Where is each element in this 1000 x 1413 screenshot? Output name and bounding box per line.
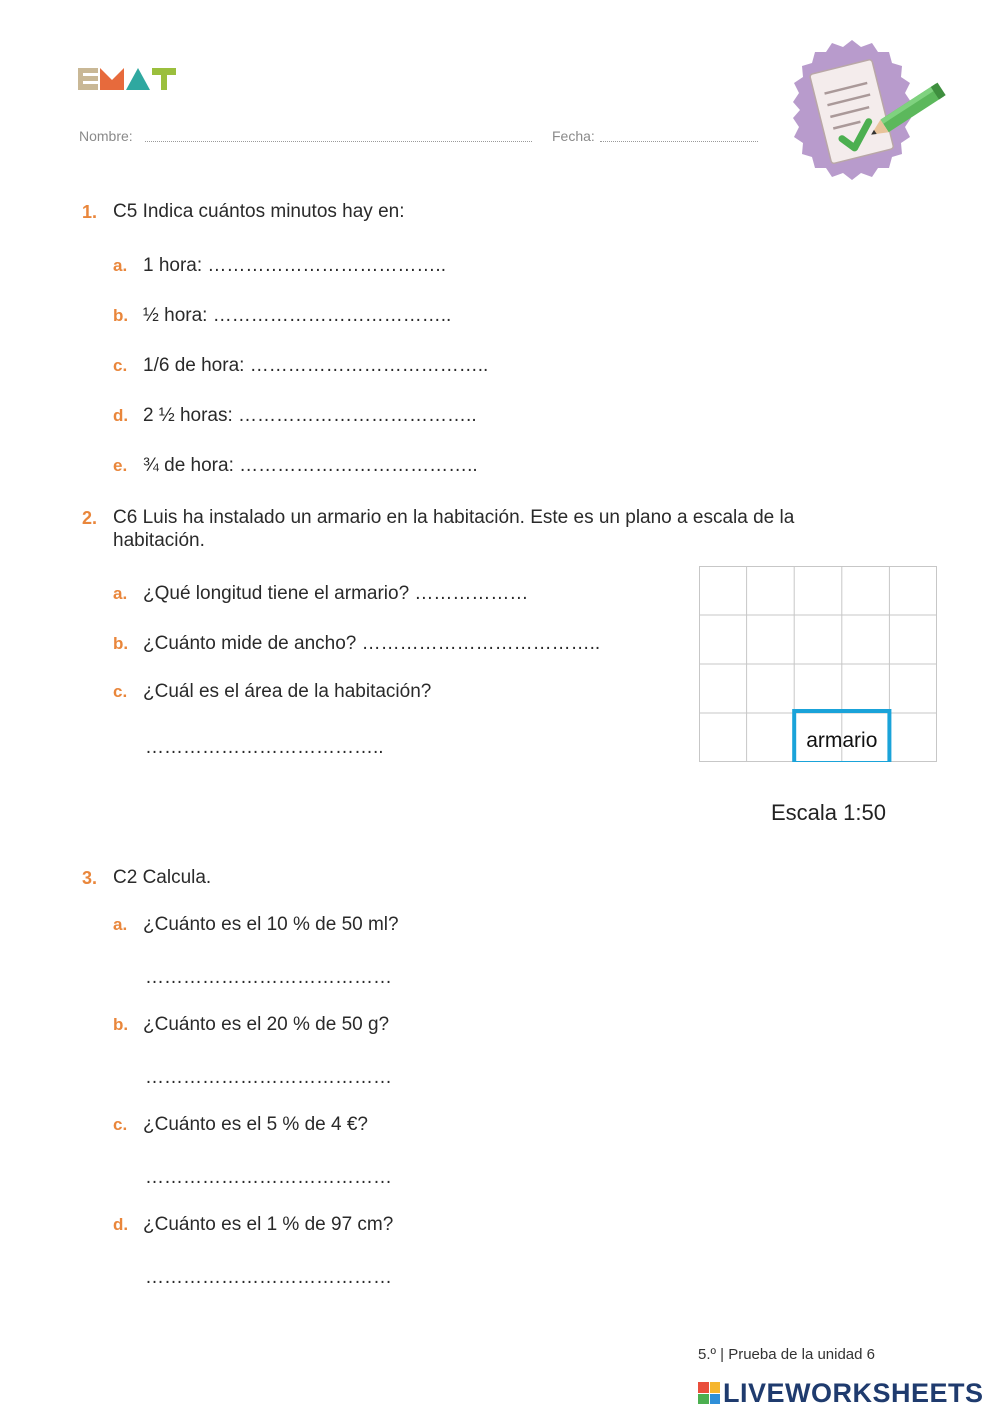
fecha-field[interactable] (600, 141, 758, 142)
q3-item-b-letter: b. (113, 1015, 129, 1034)
q2-item-b-letter: b. (113, 634, 129, 653)
q3-item-a-text: ¿Cuánto es el 10 % de 50 ml? (143, 914, 399, 935)
room-plan-grid (699, 566, 937, 762)
nombre-label: Nombre: (79, 128, 133, 144)
question-2-number: 2. (82, 508, 98, 528)
q1-item-a-letter: a. (113, 256, 128, 275)
q1-item-d-text: 2 ½ horas: ……………………………….. (143, 405, 477, 426)
question-1-number: 1. (82, 202, 98, 222)
q3-item-b-text: ¿Cuánto es el 20 % de 50 g? (143, 1014, 390, 1035)
q1-item-c-text: 1/6 de hora: ……………………………….. (143, 355, 489, 376)
q3-item-d-letter: d. (113, 1215, 129, 1234)
question-2-text-line1: C6 Luis ha instalado un armario en la habitación. Este es un plano a escala de la (113, 507, 795, 528)
q2-item-c-letter: c. (113, 682, 128, 701)
q1-item-e-text: ¾ de hora: ……………………………….. (143, 455, 478, 476)
q2-item-a-text: ¿Qué longitud tiene el armario? ……………… (143, 583, 529, 604)
q3-item-c-letter: c. (113, 1115, 128, 1134)
q3-item-d-answer-line[interactable]: ………………………………… (145, 1267, 392, 1288)
q2-item-c-text: ¿Cuál es el área de la habitación? (143, 681, 432, 702)
q2-item-b-text: ¿Cuánto mide de ancho? ……………………………….. (143, 633, 601, 654)
q3-item-a-answer-line[interactable]: ………………………………… (145, 967, 392, 988)
nombre-field[interactable] (145, 141, 532, 142)
question-3-number: 3. (82, 868, 98, 888)
q1-item-d-letter: d. (113, 406, 129, 425)
q3-item-b-answer-line[interactable]: ………………………………… (145, 1067, 392, 1088)
liveworksheets-brand: LIVEWORKSHEETS (723, 1377, 984, 1408)
question-2-text-line2: habitación. (113, 530, 205, 551)
q2-item-a-letter: a. (113, 584, 128, 603)
q2-item-c-answer-line[interactable]: ……………………………….. (145, 737, 384, 758)
q3-item-c-answer-line[interactable]: ………………………………… (145, 1167, 392, 1188)
question-1-text: C5 Indica cuántos minutos hay en: (113, 201, 405, 222)
q3-item-d-text: ¿Cuánto es el 1 % de 97 cm? (143, 1214, 394, 1235)
fecha-label: Fecha: (552, 128, 595, 144)
footer-unit-label: 5.º | Prueba de la unidad 6 (698, 1346, 876, 1363)
plan-scale-label: Escala 1:50 (771, 800, 886, 825)
liveworksheets-mark-icon (698, 1382, 720, 1404)
q1-item-e-letter: e. (113, 456, 128, 475)
q3-item-a-letter: a. (113, 915, 128, 934)
armario-label: armario (806, 729, 878, 752)
q1-item-c-letter: c. (113, 356, 128, 375)
q3-item-c-text: ¿Cuánto es el 5 % de 4 €? (143, 1114, 368, 1135)
q1-item-a-text: 1 hora: ……………………………….. (143, 255, 446, 276)
question-3-text: C2 Calcula. (113, 867, 212, 888)
q1-item-b-letter: b. (113, 306, 129, 325)
liveworksheets-logo[interactable] (698, 1376, 984, 1410)
emat-logo (78, 66, 178, 92)
q1-item-b-text: ½ hora: ……………………………….. (143, 305, 452, 326)
checklist-badge-icon (770, 38, 955, 183)
